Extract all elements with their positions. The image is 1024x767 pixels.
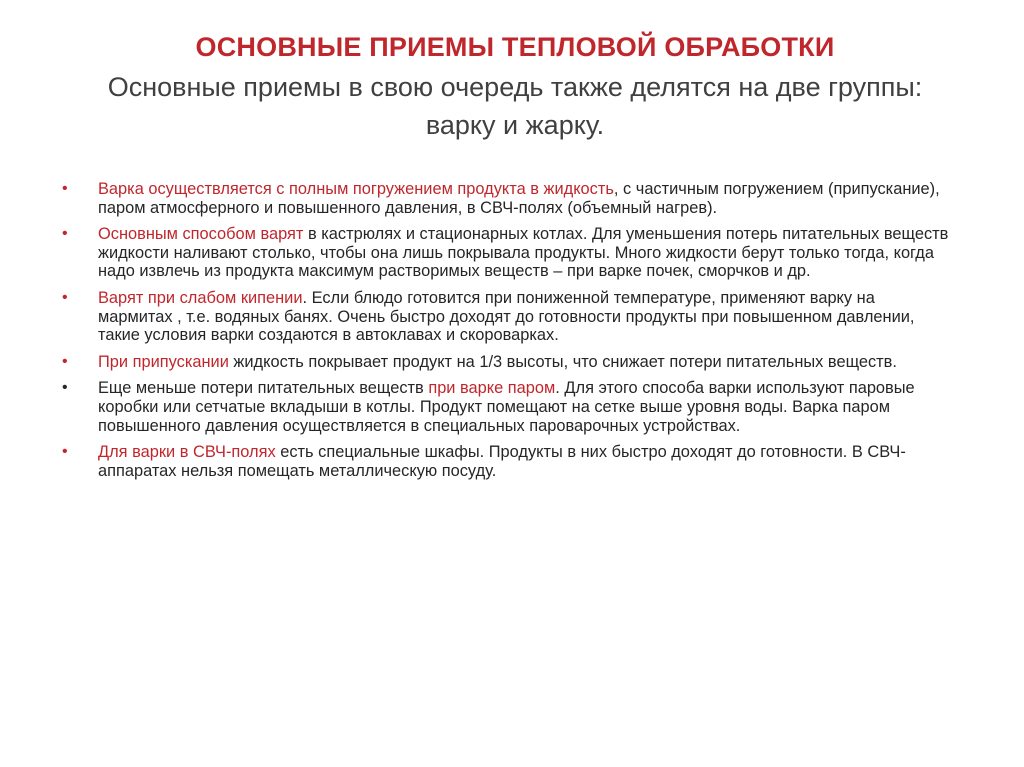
title-block [90, 30, 940, 144]
body-text: , с частичным погружением (припускание), паром атмосферного и повышенного давления, в СВЧ-полях (объемный нагрев). [98, 180, 940, 217]
slide-subtitle: Основные приемы в свою очередь также делятся на две группы: варку и жарку. [107, 72, 923, 140]
bullet-list [62, 180, 952, 488]
bullet-marker: • [62, 180, 68, 197]
bullet-marker: • [62, 352, 68, 370]
bullet-item-boiling [62, 180, 952, 217]
bullet-marker: • [62, 443, 68, 461]
body-text: есть специальные шкафы. Продукты в них быстро доходят до готовности. В СВЧ-аппаратах нельзя помещать металлическую посуду. [98, 443, 906, 480]
highlight-text: Для варки в СВЧ-полях [98, 443, 276, 462]
bullet-marker: • [62, 288, 68, 306]
bullet-item-microwave [62, 443, 952, 480]
bullet-item-low-boil [62, 289, 952, 345]
highlight-text: осуществляется с полным погружением продукта в жидкость [148, 180, 614, 198]
body-text: . Если блюдо готовится при пониженной температуре, применяют варку на мармитах , т.е. водяных банях. Очень быстро доходят до готовности продукты при повышенном давлении, такие условия варки создаются в автоклавах и скороварках. [98, 288, 915, 345]
bullet-marker: • [62, 225, 68, 243]
highlight-text: Варят при слабом кипении [98, 288, 303, 307]
body-text: . Для этого способа варки используют паровые коробки или сетчатые вкладыши в котлы. Продукт помещают на сетке выше уровня воды. Варка паром повышенного давления осуществляется в специальных пароварочных устройствах. [98, 379, 915, 435]
highlight-text: Основным способом варят [98, 225, 304, 244]
highlight-text: При припускании [98, 352, 229, 371]
bullet-marker: • [62, 379, 68, 397]
body-text: жидкость покрывает продукт на 1/3 высоты, что снижает потери питательных веществ. [228, 352, 897, 371]
bullet-item-poaching [62, 353, 952, 372]
body-text: в кастрюлях и стационарных котлах. Для уменьшения потерь питательных веществ жидкости наливают столько, чтобы она лишь покрывала продукты. Много жидкости берут только тогда, когда надо извлечь из продукта максимум растворимых веществ – при варке почек, сморчков и др. [98, 225, 949, 281]
highlight-text: при варке паром [428, 379, 556, 398]
bullet-item-main-method [62, 225, 952, 281]
bullet-item-steam [62, 379, 952, 435]
slide-title: ОСНОВНЫЕ ПРИЕМЫ ТЕПЛОВОЙ ОБРАБОТКИ [195, 32, 835, 62]
highlight-text: Варка [98, 180, 144, 198]
body-text: Еще меньше потери питательных веществ [98, 379, 429, 398]
